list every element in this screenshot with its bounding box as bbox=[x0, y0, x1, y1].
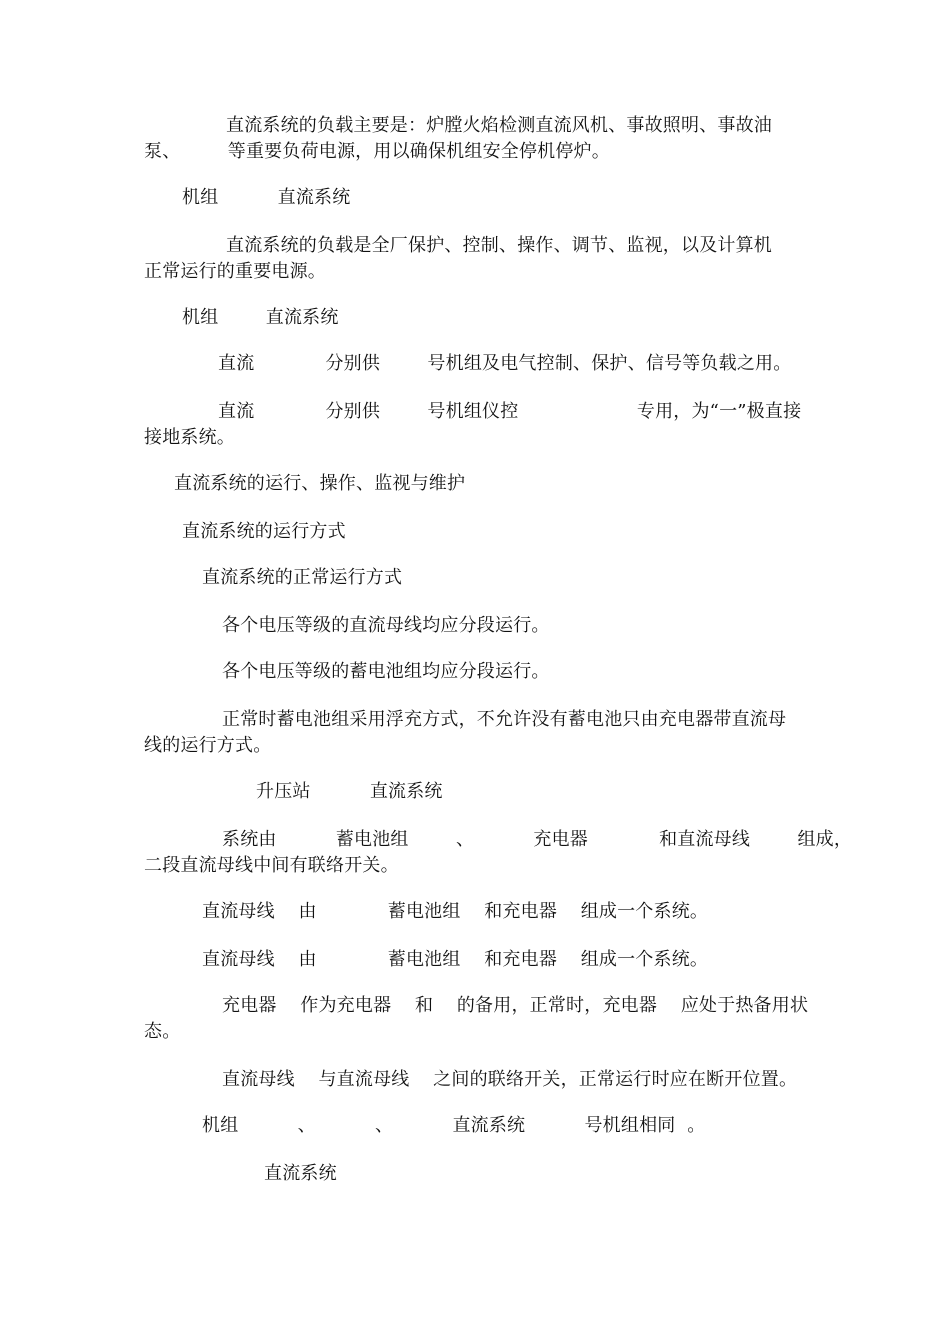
section-heading: 直流系统的正常运行方式 bbox=[202, 567, 403, 588]
paragraph-line: 接地系统。 bbox=[144, 427, 235, 448]
section-heading: 机组 直流系统 bbox=[182, 307, 339, 328]
paragraph-line: 二段直流母线中间有联络开关。 bbox=[144, 855, 399, 876]
section-heading: 升压站 直流系统 bbox=[256, 781, 443, 802]
paragraph-line: 系统由 蓄电池组 、 充电器 和直流母线 组成， bbox=[222, 829, 853, 850]
section-heading: 机组 直流系统 bbox=[182, 187, 351, 208]
paragraph-line: 正常时蓄电池组采用浮充方式，不允许没有蓄电池只由充电器带直流母 bbox=[222, 709, 787, 730]
paragraph-line: 直流系统的负载主要是：炉膛火焰检测直流风机、事故照明、事故油 bbox=[226, 115, 772, 136]
section-heading: 直流系统 bbox=[264, 1163, 337, 1184]
paragraph-line: 直流 分别供 号机组仪控 专用，为“一”极直接 bbox=[218, 401, 802, 422]
paragraph-line: 各个电压等级的直流母线均应分段运行。 bbox=[222, 615, 550, 636]
paragraph-line: 充电器 作为充电器 和 的备用，正常时，充电器 应处于热备用状 bbox=[222, 995, 809, 1016]
paragraph-line: 各个电压等级的蓄电池组均应分段运行。 bbox=[222, 661, 550, 682]
paragraph-line: 直流母线 由 蓄电池组 和充电器 组成一个系统。 bbox=[202, 901, 709, 922]
paragraph-line: 直流母线 由 蓄电池组 和充电器 组成一个系统。 bbox=[202, 949, 709, 970]
paragraph-line: 线的运行方式。 bbox=[144, 735, 272, 756]
section-heading: 直流系统的运行方式 bbox=[182, 521, 346, 542]
paragraph-line: 泵、 等重要负荷电源，用以确保机组安全停机停炉。 bbox=[144, 141, 610, 162]
paragraph-line: 直流系统的负载是全厂保护、控制、操作、调节、监视，以及计算机 bbox=[226, 235, 772, 256]
section-heading: 直流系统的运行、操作、监视与维护 bbox=[174, 473, 466, 494]
paragraph-line: 直流 分别供 号机组及电气控制、保护、信号等负载之用。 bbox=[218, 353, 792, 374]
paragraph-line: 态。 bbox=[144, 1021, 181, 1042]
paragraph-line: 机组 、 、 直流系统 号机组相同 。 bbox=[202, 1115, 706, 1136]
paragraph-line: 正常运行的重要电源。 bbox=[144, 261, 326, 282]
paragraph-line: 直流母线 与直流母线 之间的联络开关，正常运行时应在断开位置。 bbox=[222, 1069, 798, 1090]
